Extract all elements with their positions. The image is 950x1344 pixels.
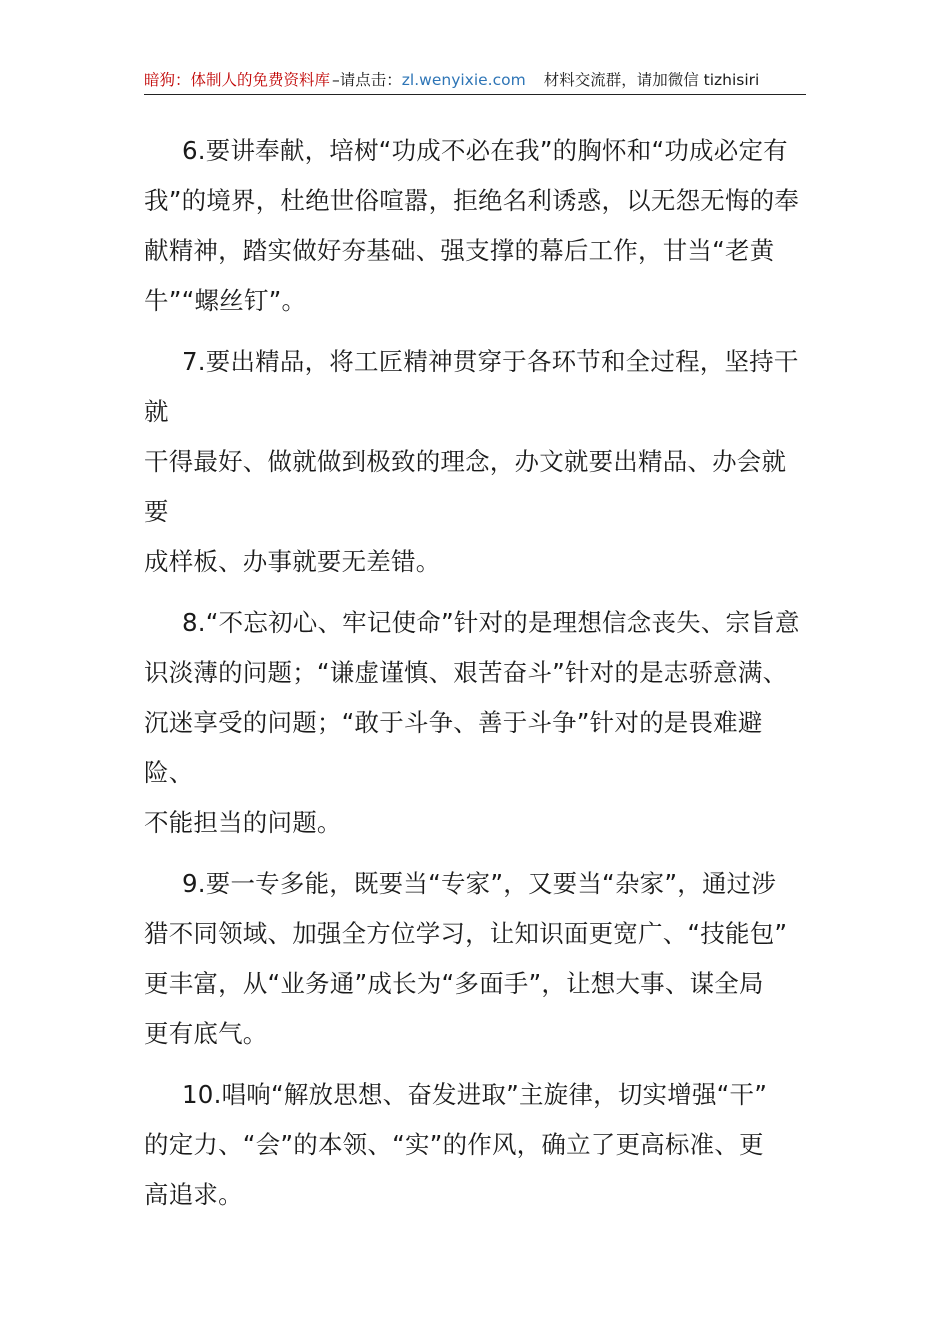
paragraph-9: 9.要一专多能，既要当“专家”，又要当“杂家”，通过涉 猎不同领域、加强全方位学习，让知识面更宽广、“技能包” 更丰富，从“业务通”成长为“多面手”，让想大事、谋全局 更有底气。	[144, 869, 788, 1048]
page-header	[144, 66, 806, 95]
header-site-name: 暗狗：体制人的免费资料库	[144, 71, 331, 89]
document-body	[144, 126, 806, 1231]
paragraph-8: 8.“不忘初心、牢记使命”针对的是理想信念丧失、宗旨意 识淡薄的问题；“谦虚谨慎、艰苦奋斗”针对的是志骄意满、 沉迷享受的问题；“敢于斗争、善于斗争”针对的是畏难避险、 不能担当的问题。	[144, 608, 800, 837]
paragraph-6: 6.要讲奉献，培树“功成不必在我”的胸怀和“功成必定有 我”的境界，杜绝世俗喧嚣，拒绝名利诱惑，以无怨无悔的奉 献精神，踏实做好夯基础、强支撑的幕后工作，甘当“老黄 牛”“螺丝钉”。	[144, 136, 800, 315]
header-wechat-note: 材料交流群，请加微信 tizhisiri	[543, 71, 760, 89]
paragraph-7: 7.要出精品，将工匠精神贯穿于各环节和全过程，坚持干就 干得最好、做就做到极致的理念，办文就要出精品、办会就要 成样板、办事就要无差错。	[144, 347, 799, 576]
header-click-prompt: –请点击：	[332, 71, 402, 89]
paragraph-10: 10.唱响“解放思想、奋发进取”主旋律，切实增强“干” 的定力、“会”的本领、“实”的作风，确立了更高标准、更 高追求。	[144, 1080, 768, 1209]
header-link[interactable]: zl.wenyixie.com	[401, 71, 526, 89]
